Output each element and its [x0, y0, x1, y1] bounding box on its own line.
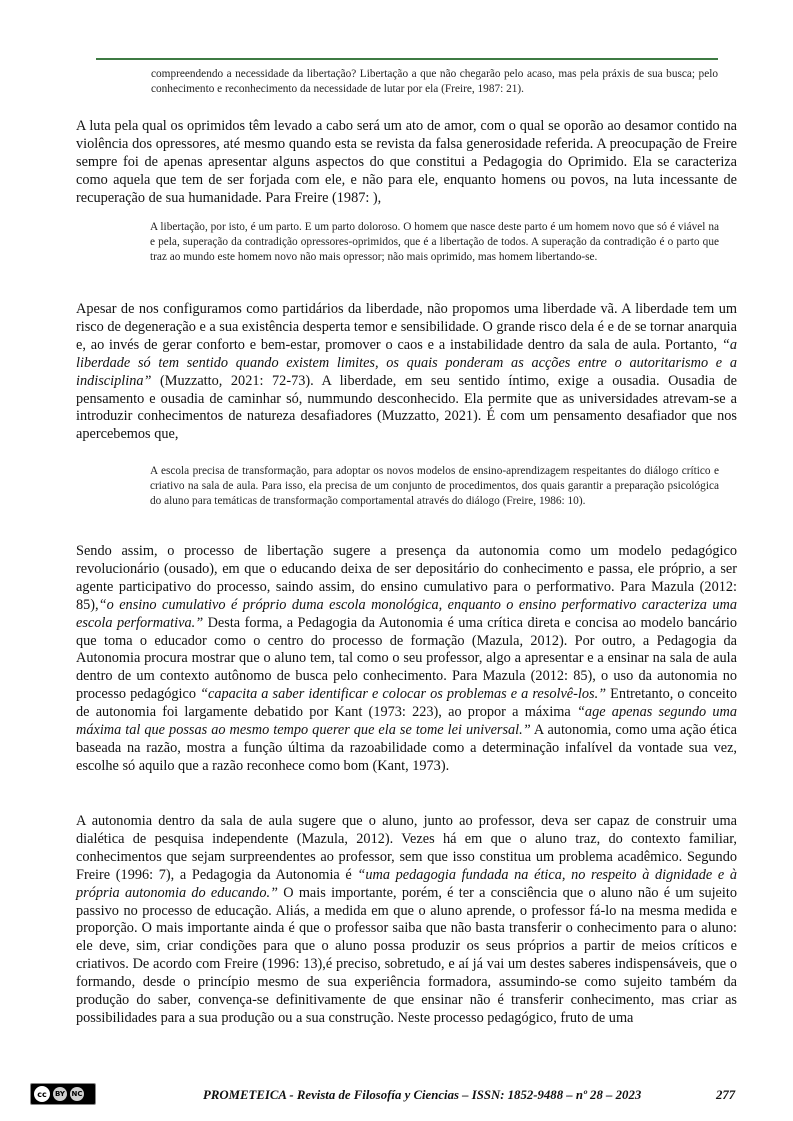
- cc-license-badge[interactable]: [30, 1083, 96, 1105]
- journal-citation: PROMETEICA - Revista de Filosofía y Ciencias – ISSN: 1852-9488 – nº 28 – 2023: [203, 1088, 642, 1102]
- paragraph-2-text: (Muzzatto, 2021: 72-73). A liberdade, em seu sentido íntimo, exige a ousadia. Ousadia de pensamento e ousadia de caminhar só, nummundo desconhecido. Ela permite que as universidades atrevam-se a introduzir conhecimentos de natureza desafiadores (Muzzatto, 2021). É com um pensamento desafiador que nos apercebemos que,: [76, 372, 737, 443]
- paragraph-3-text: Entretanto, o conceito de autonomia foi largamente debatido por Kant (1973: 223), ao propor a máxima: [76, 686, 738, 721]
- paragraph-3-text: Sendo assim, o processo de libertação sugere a presença da autonomia como um modelo pedagógico revolucionário (ousado), em que o educando deixa de ser depositário do conhecimento e passa, ele próprio, a ser agente participativo do processo, saindo assim, do ensino cumulativo para o performativo. Para Mazula (2012: 85),: [76, 543, 737, 613]
- cc-icon: cc: [34, 1086, 50, 1102]
- paragraph-2-text: Apesar de nos configuramos como partidários da liberdade, não propomos uma liberdade vã. A liberdade tem um risco de degeneração e a sua existência desperta temor e sensibilidade. O grande risco dela é e de se tornar anarquia e, ao invés de gerar conforto e bem-estar, promover o caos e a instabilidade dentro da sala de aula. Portanto,: [76, 301, 737, 353]
- block-quote-2: A libertação, por isto, é um parto. E um parto doloroso. O homem que nasce deste parto é um homem novo que só é viável na e pela, superação da contradição opressores-oprimidos, que é a libertação de todos. A superação da contradição é o parto que traz ao mundo este homem novo não mais opressor; não mais oprimido, mas homem libertando-se.: [150, 221, 719, 264]
- paragraph-4-citation: “uma pedagogia fundada na ética, no respeito à dignidade e à própria autonomia do educando.”: [76, 866, 737, 901]
- paragraph-3: [76, 543, 737, 776]
- paragraph-4-text: A autonomia dentro da sala de aula sugere que o aluno, junto ao professor, deva ser capaz de construir uma dialética de pesquisa independente (Mazula, 2012). Vezes há em que o aluno traz, do contexto familiar, conhecimentos que sejam surpreendentes ao professor, sem que isso constitua um problema acadêmico. Segundo Freire (1996: 7), a Pedagogia da Autonomia é: [76, 813, 737, 883]
- paragraph-3-citation: “o ensino cumulativo é próprio duma escola monológica, enquanto o ensino performativo caracteriza uma escola performativa.”: [76, 596, 737, 631]
- paragraph-4-text: O mais importante, porém, é ter a consciência que o aluno não é um sujeito passivo no processo de educação. Aliás, a medida em que o aluno aprende, o professor fá-lo na mesma medida e proporção. O mais importante ainda é que o professor saiba que não basta transferir o conhecimento para o aluno: ele deve, sim, criar condições para que o aluno possa produzir os seus próprios a partir de meios críticos e criativos. De acordo com Freire (1996: 13),é preciso, sobretudo, e aí já vai um destes saberes indispensáveis, que o formando, desde o princípio mesmo de sua experiência formadora, assumindo-se como sujeito também da produção do saber, convença-se definitivamente de que ensinar não é transferir conhecimento, mas criar as possibilidades para a sua produção ou a sua construção. Neste processo pedagógico, fruto de uma: [76, 884, 737, 1026]
- page-number: 277: [716, 1088, 736, 1102]
- by-attribution-icon: BY: [53, 1087, 67, 1101]
- paragraph-1: A luta pela qual os oprimidos têm levado a cabo será um ato de amor, com o qual se oporão ao desamor contido na violência dos opressores, até mesmo quando esta se revista da falsa generosidade referida. A preocupação de Freire sempre foi de apenas apresentar alguns aspectos do que constitui a Pedagogia do Oprimido. Ela se caracteriza como aquela que tem de ser forjada com ele, e não para ele, enquanto homens ou povos, na luta incessante de recuperação de sua humanidade. Para Freire (1987: ),: [76, 118, 737, 206]
- block-quote-3: A escola precisa de transformação, para adoptar os novos modelos de ensino-aprendizagem respeitantes do diálogo crítico e criativo na sala de aula. Para isso, ela precisa de um conjunto de procedimentos, dos quais garantir a preparação psicológica do aluno para temáticas de transformação comportamental através do diálogo (Freire, 1986: 10).: [150, 465, 719, 508]
- header-rule: [96, 58, 718, 60]
- noncommercial-icon: NC: [70, 1087, 84, 1101]
- paragraph-3-citation: “age apenas segundo uma máxima tal que possas ao mesmo tempo querer que ela se tome lei universal.”: [76, 704, 738, 739]
- paragraph-4: [76, 813, 737, 1028]
- paragraph-2-citation: “a liberdade só tem sentido quando existem limites, os quais ponderam as acções entre o autoritarismo e a indisciplina”: [76, 336, 737, 389]
- paragraph-3-text: A autonomia, como uma ação ética baseada na razão, mostra a função última da razoabilidade como a determinação infalível da vontade sua vez, escolhe só aquilo que a razão reconhece como bom (Kant, 1973).: [76, 722, 737, 774]
- paragraph-3-text: Desta forma, a Pedagogia da Autonomia é uma crítica direta e concisa ao modelo bancário que toma o educador como o centro do processo de formação (Mazula, 2012). Por outro, a Pedagogia da Autonomia procura mostrar que o aluno tem, tal como o seu professor, algo a apresentar e a ensinar na sala de aula dentro de um contexto autônomo de busca pelo conhecimento. Para Mazula (2012: 85), o uso da autonomia no processo pedagógico: [76, 614, 738, 703]
- block-quote-1: compreendendo a necessidade da libertação? Libertação a que não chegarão pelo acaso, mas pela práxis de sua busca; pelo conhecimento e reconhecimento da necessidade de lutar por ela (Freire, 1987: 21).: [151, 68, 718, 96]
- paragraph-2: [76, 301, 737, 444]
- page-footer: [0, 1080, 793, 1110]
- paragraph-3-citation: “capacita a saber identificar e colocar os problemas e a resolvê-los.”: [200, 686, 607, 703]
